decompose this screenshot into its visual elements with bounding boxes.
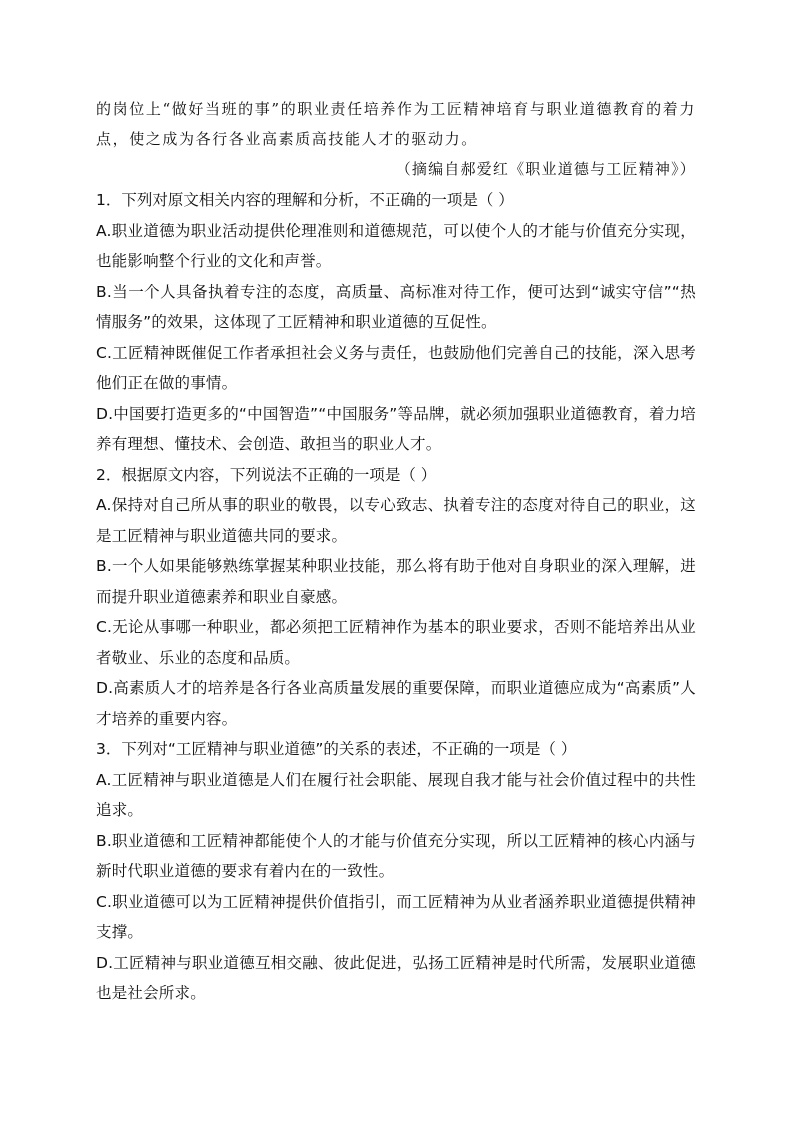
passage-source: （摘编自郝爱红《职业道德与工匠精神》） bbox=[395, 160, 696, 178]
option-b: B.职业道德和工匠精神都能使个人的才能与价值充分实现，所以工匠精神的核心内涵与新时代职业道德的要求有着内在的一致性。 bbox=[96, 831, 696, 880]
option-a: A.职业道德为职业活动提供伦理准则和道德规范，可以使个人的才能与价值充分实现，也能影响整个行业的文化和声誉。 bbox=[96, 221, 696, 270]
question-1 bbox=[96, 185, 696, 460]
option-c: C.工匠精神既催促工作者承担社会义务与责任，也鼓励他们完善自己的技能，深入思考他们正在做的事情。 bbox=[96, 343, 696, 392]
option-b: B.当一个人具备执着专注的态度，高质量、高标准对待工作，便可达到“诚实守信”“热情服务”的效果，这体现了工匠精神和职业道德的互促性。 bbox=[96, 282, 696, 331]
question-stem: 3．下列对“工匠精神与职业道德”的关系的表述，不正确的一项是（ ） bbox=[96, 740, 577, 758]
option-c: C.无论从事哪一种职业，都必须把工匠精神作为基本的职业要求，否则不能培养出从业者敬业、乐业的态度和品质。 bbox=[96, 618, 696, 667]
question-3 bbox=[96, 734, 696, 1009]
option-b: B.一个人如果能够熟练掌握某种职业技能，那么将有助于他对自身职业的深入理解，进而提升职业道德素养和职业自豪感。 bbox=[96, 557, 696, 606]
question-stem: 1．下列对原文相关内容的理解和分析，不正确的一项是（ ） bbox=[96, 191, 514, 209]
question-stem: 2．根据原文内容，下列说法不正确的一项是（ ） bbox=[96, 465, 437, 484]
question-list bbox=[96, 185, 696, 1009]
passage-text: 的岗位上“做好当班的事”的职业责任培养作为工匠精神培育与职业道德教育的着力点，使之成为各行各业高素质高技能人才的驱动力。 bbox=[96, 100, 696, 148]
option-c: C.职业道德可以为工匠精神提供价值指引，而工匠精神为从业者涵养职业道德提供精神支撑。 bbox=[96, 892, 696, 941]
option-a: A.保持对自己所从事的职业的敬畏，以专心致志、执着专注的态度对待自己的职业，这是工匠精神与职业道德共同的要求。 bbox=[96, 496, 696, 545]
question-2 bbox=[96, 460, 696, 735]
option-d: D.高素质人才的培养是各行各业高质量发展的重要保障，而职业道德应成为“高素质”人才培养的重要内容。 bbox=[96, 679, 696, 728]
option-d: D.工匠精神与职业道德互相交融、彼此促进，弘扬工匠精神是时代所需，发展职业道德也是社会所求。 bbox=[96, 953, 696, 1002]
option-a: A.工匠精神与职业道德是人们在履行社会职能、展现自我才能与社会价值过程中的共性追求。 bbox=[96, 770, 696, 819]
option-d: D.中国要打造更多的“中国智造”“中国服务”等品牌，就必须加强职业道德教育，着力培养有理想、懂技术、会创造、敢担当的职业人才。 bbox=[96, 404, 696, 453]
